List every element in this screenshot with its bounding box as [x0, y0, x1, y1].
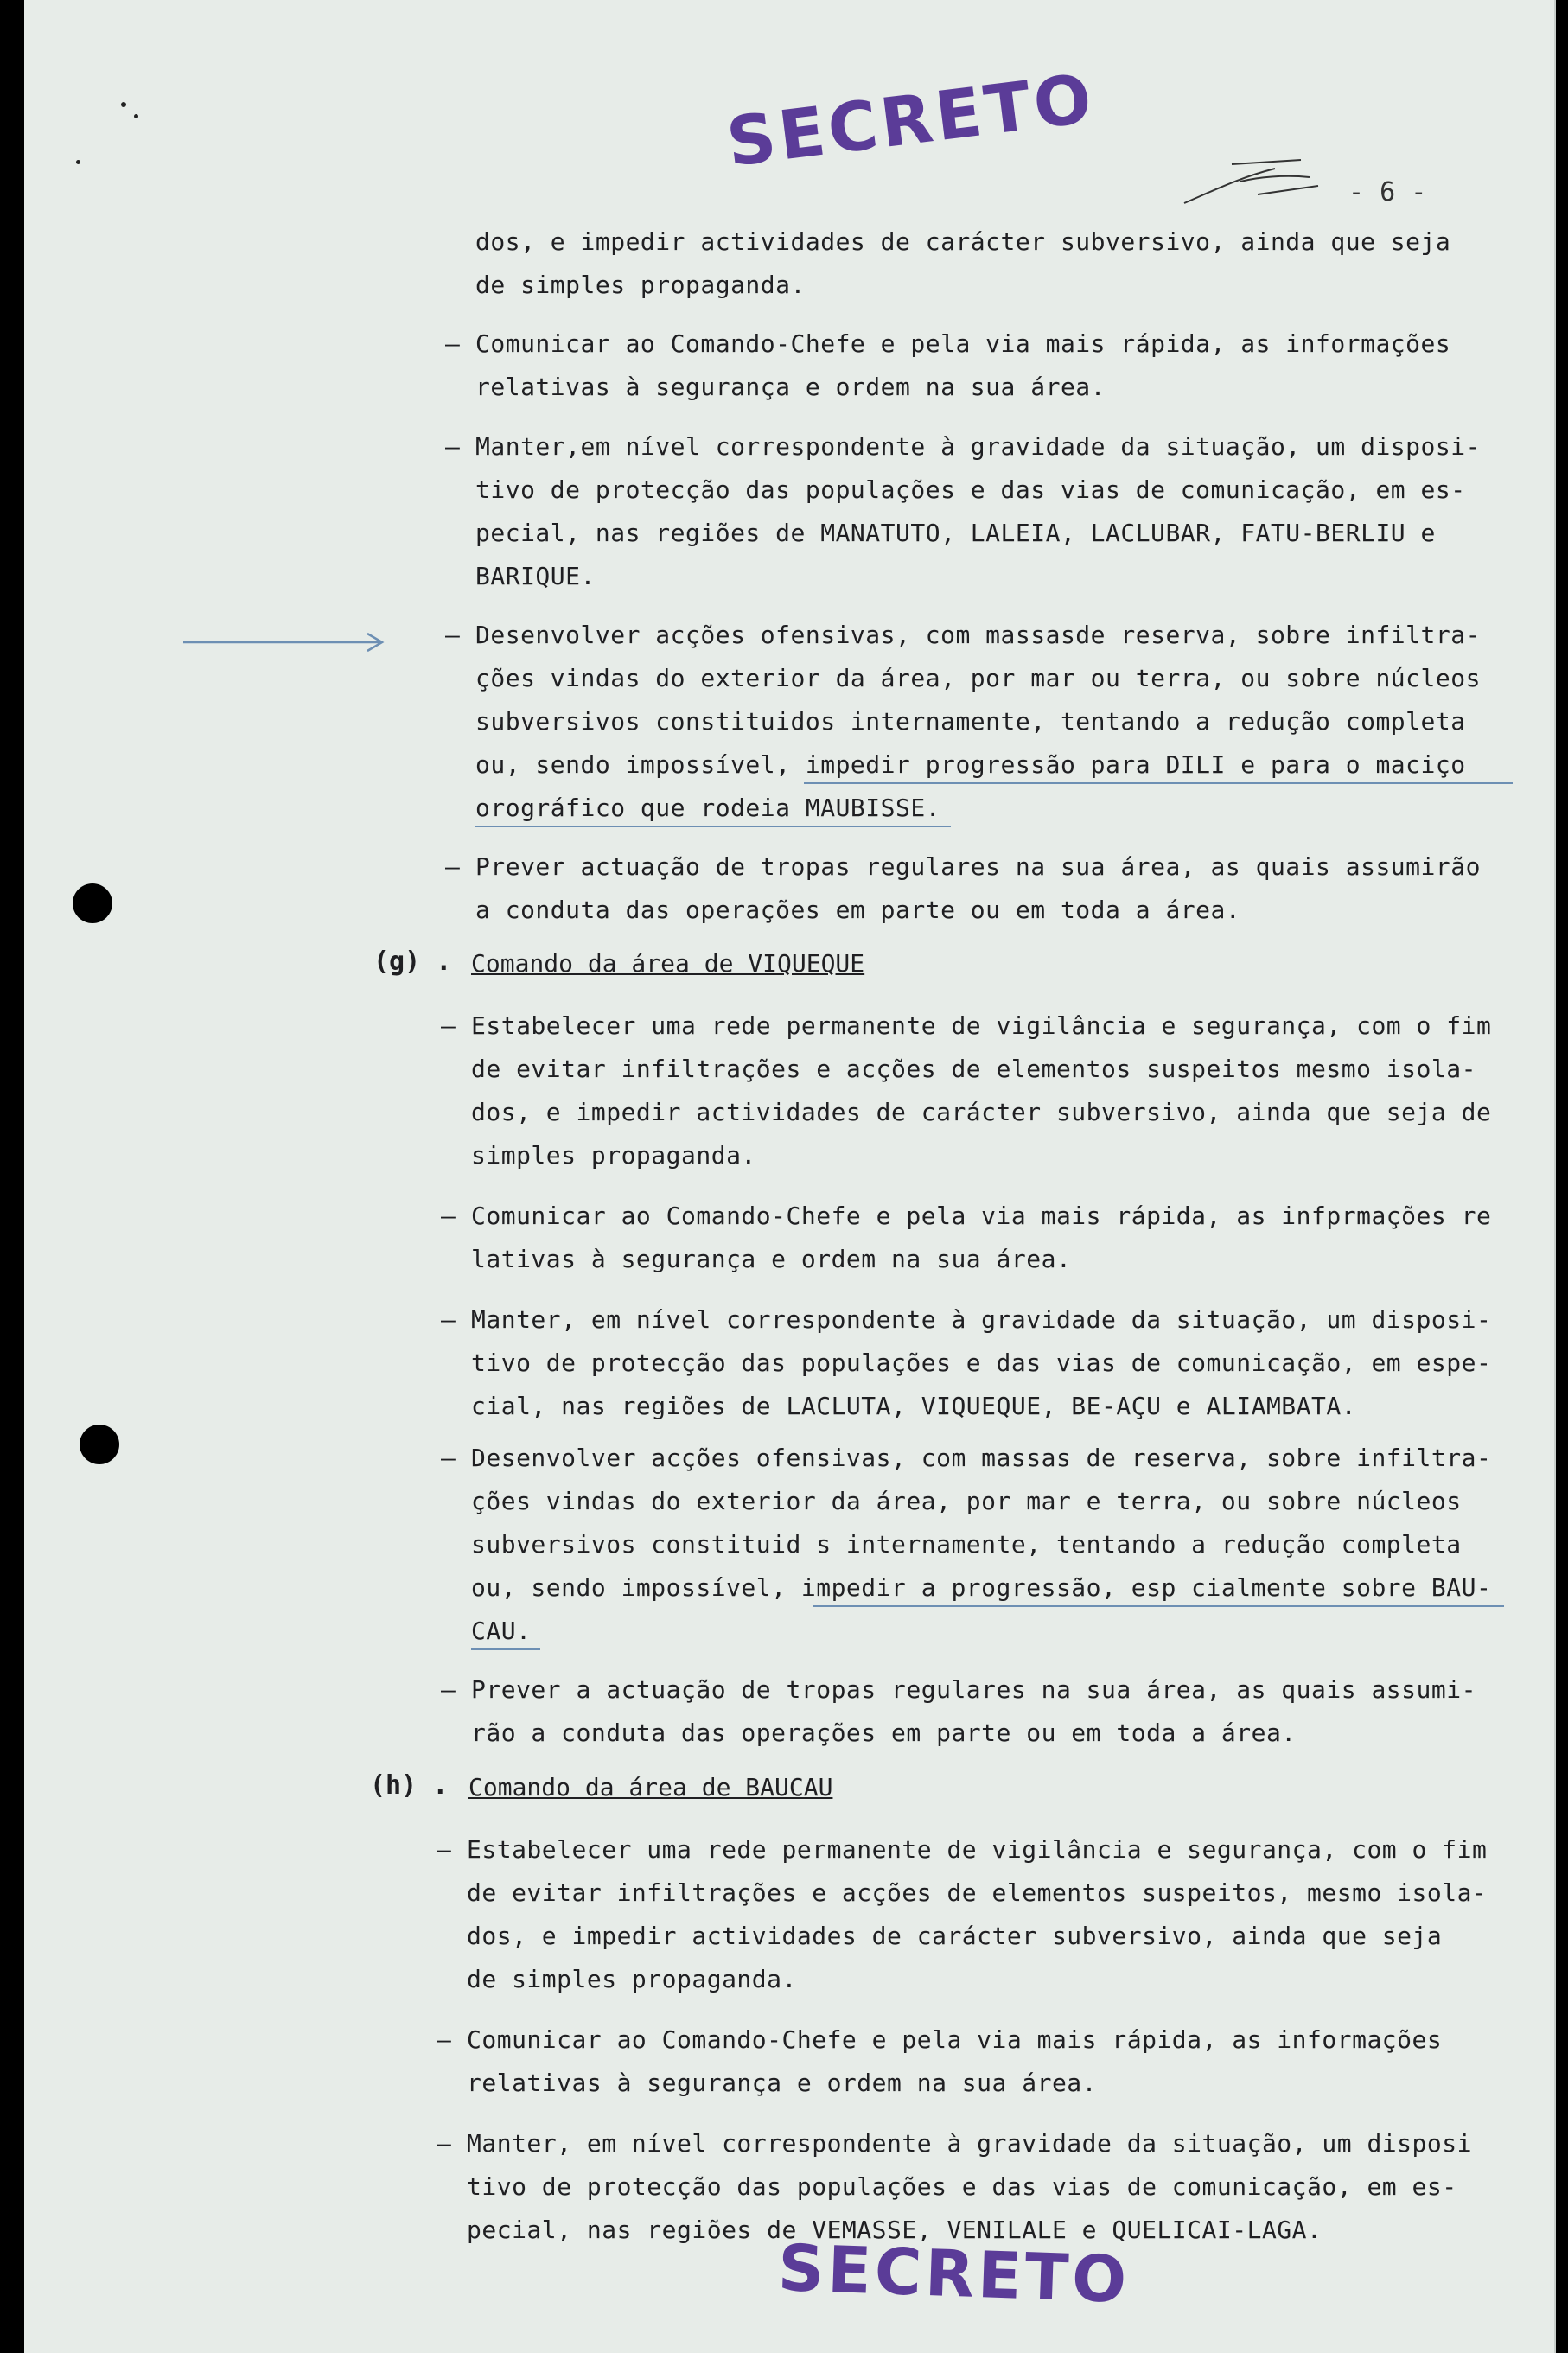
paragraph-line: Desenvolver acções ofensivas, com massas de reserva, sobre infiltra- — [471, 1444, 1492, 1472]
paragraph-line: lativas à segurança e ordem na sua área. — [471, 1245, 1072, 1273]
paragraph-line: de evitar infiltrações e acções de elementos suspeitos, mesmo isola- — [467, 1878, 1488, 1907]
bullet-dash: – — [445, 852, 460, 881]
paragraph-line: pecial, nas regiões de VEMASSE, VENILALE e QUELICAI-LAGA. — [467, 2216, 1323, 2244]
section-heading: Comando da área de BAUCAU — [468, 1773, 833, 1801]
paragraph-line: tivo de protecção das populações e das vias de comunicação, em es- — [467, 2172, 1457, 2201]
paragraph-line: de simples propaganda. — [467, 1965, 797, 1993]
paragraph-line: de evitar infiltrações e acções de elementos suspeitos mesmo isola- — [471, 1055, 1476, 1083]
handwritten-initials — [1180, 156, 1335, 216]
paragraph-line: Prever a actuação de tropas regulares na sua área, as quais assumi- — [471, 1675, 1476, 1704]
ink-speck — [134, 114, 138, 118]
pen-underline — [471, 1648, 540, 1650]
paragraph-line: ou, sendo impossível, impedir a progressão, esp cialmente sobre BAU- — [471, 1573, 1492, 1602]
paragraph-line: ções vindas do exterior da área, por mar ou terra, ou sobre núcleos — [475, 664, 1481, 692]
bullet-dash: – — [437, 2025, 451, 2054]
paragraph-line: ções vindas do exterior da área, por mar e terra, ou sobre núcleos — [471, 1487, 1462, 1515]
paragraph-line: Comunicar ao Comando-Chefe e pela via mais rápida, as infprmações re — [471, 1202, 1492, 1230]
paragraph-line: relativas à segurança e ordem na sua área. — [475, 373, 1106, 401]
bullet-dash: – — [441, 1305, 456, 1334]
paragraph-line: CAU. — [471, 1616, 532, 1645]
continued-text-line: de simples propaganda. — [475, 271, 806, 299]
paragraph-line: a conduta das operações em parte ou em toda a área. — [475, 896, 1241, 924]
ink-speck — [121, 102, 126, 107]
bullet-dash: – — [441, 1675, 456, 1704]
paragraph-line: orográfico que rodeia MAUBISSE. — [475, 794, 941, 822]
paragraph-line: BARIQUE. — [475, 562, 596, 590]
pen-underline — [804, 782, 1513, 784]
bullet-dash: – — [441, 1011, 456, 1040]
pen-underline — [813, 1605, 1504, 1607]
paragraph-line: Comunicar ao Comando-Chefe e pela via mais rápida, as informações — [475, 329, 1451, 358]
paragraph-line: relativas à segurança e ordem na sua área. — [467, 2069, 1098, 2097]
secret-stamp-top: SECRETO — [723, 60, 1100, 182]
bullet-dash: – — [441, 1202, 456, 1230]
bullet-dash: – — [437, 2129, 451, 2158]
paragraph-line: cial, nas regiões de LACLUTA, VIQUEQUE, BE-AÇU e ALIAMBATA. — [471, 1392, 1357, 1420]
secret-stamp-bottom: SECRETO — [776, 2230, 1131, 2318]
bullet-dash: – — [445, 329, 460, 358]
section-heading: Comando da área de VIQUEQUE — [471, 949, 865, 978]
punch-hole — [80, 1425, 119, 1464]
bullet-dash: – — [445, 621, 460, 649]
paragraph-line: Estabelecer uma rede permanente de vigilância e segurança, com o fim — [471, 1011, 1492, 1040]
ink-speck — [76, 160, 80, 164]
section-label: (g) . — [373, 947, 452, 977]
margin-arrow-icon — [182, 629, 389, 655]
paragraph-line: Desenvolver acções ofensivas, com massasde reserva, sobre infiltra- — [475, 621, 1481, 649]
paragraph-line: Estabelecer uma rede permanente de vigilância e segurança, com o fim — [467, 1835, 1488, 1864]
paragraph-line: Manter,em nível correspondente à gravidade da situação, um disposi- — [475, 432, 1481, 461]
paragraph-line: dos, e impedir actividades de carácter subversivo, ainda que seja — [467, 1922, 1443, 1950]
pen-underline — [475, 826, 951, 827]
page-number: - 6 - — [1348, 177, 1427, 207]
paragraph-line: subversivos constituid s internamente, tentando a redução completa — [471, 1530, 1462, 1559]
paragraph-line: Comunicar ao Comando-Chefe e pela via mais rápida, as informações — [467, 2025, 1443, 2054]
bullet-dash: – — [441, 1444, 456, 1472]
paragraph-line: pecial, nas regiões de MANATUTO, LALEIA, LACLUBAR, FATU-BERLIU e — [475, 519, 1436, 547]
paragraph-line: tivo de protecção das populações e das vias de comunicação, em es- — [475, 475, 1466, 504]
paragraph-line: subversivos constituidos internamente, tentando a redução completa — [475, 707, 1466, 736]
bullet-dash: – — [437, 1835, 451, 1864]
paragraph-line: tivo de protecção das populações e das vias de comunicação, em espe- — [471, 1349, 1492, 1377]
punch-hole — [73, 883, 112, 923]
paragraph-line: simples propaganda. — [471, 1141, 756, 1170]
paragraph-line: Manter, em nível correspondente à gravidade da situação, um disposi- — [471, 1305, 1492, 1334]
paragraph-line: Prever actuação de tropas regulares na sua área, as quais assumirão — [475, 852, 1481, 881]
continued-text-line: dos, e impedir actividades de carácter subversivo, ainda que seja — [475, 227, 1451, 256]
paragraph-line: Manter, em nível correspondente à gravidade da situação, um disposi — [467, 2129, 1472, 2158]
paragraph-line: rão a conduta das operações em parte ou em toda a área. — [471, 1719, 1297, 1747]
paragraph-line: dos, e impedir actividades de carácter subversivo, ainda que seja de — [471, 1098, 1492, 1126]
section-label: (h) . — [370, 1770, 449, 1801]
bullet-dash: – — [445, 432, 460, 461]
paragraph-line: ou, sendo impossível, impedir progressão para DILI e para o maciço — [475, 750, 1466, 779]
